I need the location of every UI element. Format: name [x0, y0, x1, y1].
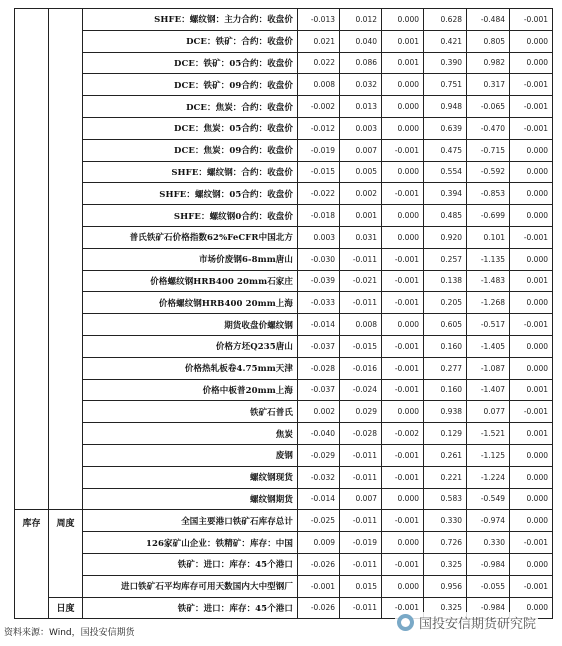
value-cell-6: -0.001 — [510, 226, 553, 248]
value-cell-4: 0.938 — [424, 401, 467, 423]
value-cell-1: 0.008 — [298, 74, 340, 96]
table-row — [15, 379, 553, 401]
value-cell-6: 0.000 — [510, 357, 553, 379]
value-cell-1: -0.014 — [298, 314, 340, 336]
table-row — [15, 183, 553, 205]
value-cell-2: 0.007 — [340, 139, 382, 161]
table-row — [15, 205, 553, 227]
value-cell-5: -0.853 — [467, 183, 510, 205]
value-cell-6: 0.000 — [510, 161, 553, 183]
value-cell-1: -0.033 — [298, 292, 340, 314]
table-row — [15, 139, 553, 161]
value-cell-5: -0.055 — [467, 575, 510, 597]
value-cell-2: -0.028 — [340, 423, 382, 445]
value-cell-6: 0.000 — [510, 553, 553, 575]
value-cell-5: -0.517 — [467, 314, 510, 336]
value-cell-1: -0.001 — [298, 575, 340, 597]
value-cell-3: 0.000 — [382, 575, 424, 597]
value-cell-1: -0.028 — [298, 357, 340, 379]
value-cell-1: 0.021 — [298, 30, 340, 52]
value-cell-6: 0.001 — [510, 423, 553, 445]
value-cell-5: -0.984 — [467, 553, 510, 575]
value-cell-3: -0.001 — [382, 597, 424, 619]
table-row — [15, 335, 553, 357]
value-cell-2: 0.005 — [340, 161, 382, 183]
value-cell-2: -0.015 — [340, 335, 382, 357]
value-cell-4: 0.257 — [424, 248, 467, 270]
table-row — [15, 553, 553, 575]
value-cell-1: -0.037 — [298, 379, 340, 401]
value-cell-2: 0.002 — [340, 183, 382, 205]
value-cell-4: 0.948 — [424, 96, 467, 118]
table-row — [15, 488, 553, 510]
value-cell-4: 0.475 — [424, 139, 467, 161]
value-cell-4: 0.325 — [424, 597, 467, 619]
row-label: SHFE：螺纹钢0合约：收盘价 — [83, 205, 298, 227]
value-cell-6: 0.000 — [510, 139, 553, 161]
source-note: 资料来源：Wind，国投安信期货 — [4, 628, 135, 638]
watermark-text: 国投安信期货研究院 — [419, 617, 537, 632]
value-cell-5: -1.087 — [467, 357, 510, 379]
value-cell-2: 0.001 — [340, 205, 382, 227]
value-cell-5: -1.405 — [467, 335, 510, 357]
table-row — [15, 466, 553, 488]
value-cell-2: 0.029 — [340, 401, 382, 423]
value-cell-5: -1.135 — [467, 248, 510, 270]
value-cell-5: -0.984 — [467, 597, 510, 619]
value-cell-6: -0.001 — [510, 9, 553, 31]
value-cell-2: 0.012 — [340, 9, 382, 31]
value-cell-2: 0.031 — [340, 226, 382, 248]
value-cell-6: -0.001 — [510, 117, 553, 139]
value-cell-4: 0.394 — [424, 183, 467, 205]
value-cell-6: 0.000 — [510, 52, 553, 74]
value-cell-6: 0.000 — [510, 466, 553, 488]
value-cell-3: -0.001 — [382, 139, 424, 161]
table-row — [15, 9, 553, 31]
value-cell-4: 0.956 — [424, 575, 467, 597]
value-cell-5: -0.592 — [467, 161, 510, 183]
frequency-cell-blank — [49, 9, 83, 510]
value-cell-4: 0.583 — [424, 488, 467, 510]
value-cell-1: -0.029 — [298, 444, 340, 466]
row-label: SHFE：螺纹钢：05合约：收盘价 — [83, 183, 298, 205]
row-label: 螺纹钢期货 — [83, 488, 298, 510]
row-label: 铁矿：进口：库存：45个港口 — [83, 553, 298, 575]
value-cell-6: 0.001 — [510, 379, 553, 401]
value-cell-3: -0.001 — [382, 553, 424, 575]
table-row — [15, 52, 553, 74]
table-row — [15, 248, 553, 270]
row-label: 126家矿山企业：铁精矿：库存：中国 — [83, 532, 298, 554]
value-cell-1: -0.012 — [298, 117, 340, 139]
table-row — [15, 532, 553, 554]
table-row — [15, 444, 553, 466]
value-cell-5: -0.974 — [467, 510, 510, 532]
category-cell: 库存 — [15, 510, 49, 619]
row-label: 全国主要港口铁矿石库存总计 — [83, 510, 298, 532]
value-cell-6: 0.000 — [510, 444, 553, 466]
row-label: DCE：铁矿：05合约：收盘价 — [83, 52, 298, 74]
value-cell-6: -0.001 — [510, 575, 553, 597]
value-cell-5: 0.330 — [467, 532, 510, 554]
row-label: 进口铁矿石平均库存可用天数国内大中型钢厂 — [83, 575, 298, 597]
value-cell-2: -0.011 — [340, 510, 382, 532]
value-cell-3: -0.001 — [382, 292, 424, 314]
table-row — [15, 292, 553, 314]
value-cell-3: 0.000 — [382, 117, 424, 139]
value-cell-3: -0.001 — [382, 357, 424, 379]
value-cell-5: -1.224 — [467, 466, 510, 488]
value-cell-6: -0.001 — [510, 532, 553, 554]
value-cell-2: -0.021 — [340, 270, 382, 292]
value-cell-4: 0.726 — [424, 532, 467, 554]
value-cell-6: -0.001 — [510, 96, 553, 118]
value-cell-2: -0.016 — [340, 357, 382, 379]
row-label: 价格螺纹钢HRB400 20mm上海 — [83, 292, 298, 314]
value-cell-3: -0.001 — [382, 248, 424, 270]
value-cell-4: 0.160 — [424, 335, 467, 357]
value-cell-5: 0.805 — [467, 30, 510, 52]
value-cell-3: 0.000 — [382, 401, 424, 423]
value-cell-5: 0.317 — [467, 74, 510, 96]
value-cell-2: -0.024 — [340, 379, 382, 401]
table-row — [15, 423, 553, 445]
value-cell-2: -0.011 — [340, 444, 382, 466]
value-cell-1: -0.030 — [298, 248, 340, 270]
row-label: 铁矿：进口：库存：45个港口 — [83, 597, 298, 619]
value-cell-5: -0.699 — [467, 205, 510, 227]
value-cell-3: 0.000 — [382, 96, 424, 118]
value-cell-1: -0.019 — [298, 139, 340, 161]
value-cell-2: 0.007 — [340, 488, 382, 510]
row-label: DCE：焦炭：09合约：收盘价 — [83, 139, 298, 161]
value-cell-3: -0.001 — [382, 183, 424, 205]
value-cell-4: 0.277 — [424, 357, 467, 379]
table-row — [15, 161, 553, 183]
table-row — [15, 401, 553, 423]
value-cell-5: -1.407 — [467, 379, 510, 401]
value-cell-3: 0.001 — [382, 30, 424, 52]
value-cell-4: 0.261 — [424, 444, 467, 466]
row-label: 市场价废钢6-8mm唐山 — [83, 248, 298, 270]
table-row — [15, 96, 553, 118]
value-cell-2: 0.086 — [340, 52, 382, 74]
value-cell-2: -0.011 — [340, 597, 382, 619]
value-cell-1: -0.040 — [298, 423, 340, 445]
value-cell-1: -0.025 — [298, 510, 340, 532]
value-cell-3: 0.000 — [382, 532, 424, 554]
value-cell-2: 0.013 — [340, 96, 382, 118]
value-cell-4: 0.485 — [424, 205, 467, 227]
value-cell-2: -0.011 — [340, 466, 382, 488]
table-row — [15, 117, 553, 139]
value-cell-5: -1.125 — [467, 444, 510, 466]
value-cell-3: -0.001 — [382, 335, 424, 357]
value-cell-5: -0.470 — [467, 117, 510, 139]
value-cell-4: 0.205 — [424, 292, 467, 314]
table-row — [15, 226, 553, 248]
value-cell-3: -0.002 — [382, 423, 424, 445]
value-cell-6: 0.000 — [510, 183, 553, 205]
value-cell-2: -0.011 — [340, 553, 382, 575]
value-cell-1: -0.018 — [298, 205, 340, 227]
row-label: 焦炭 — [83, 423, 298, 445]
row-label: 普氏铁矿石价格指数62%FeCFR中国北方 — [83, 226, 298, 248]
value-cell-4: 0.751 — [424, 74, 467, 96]
value-cell-5: -1.483 — [467, 270, 510, 292]
value-cell-2: -0.019 — [340, 532, 382, 554]
value-cell-4: 0.628 — [424, 9, 467, 31]
value-cell-4: 0.390 — [424, 52, 467, 74]
value-cell-4: 0.325 — [424, 553, 467, 575]
value-cell-2: 0.003 — [340, 117, 382, 139]
value-cell-5: 0.101 — [467, 226, 510, 248]
value-cell-3: -0.001 — [382, 379, 424, 401]
row-label: SHFE：螺纹钢：合约：收盘价 — [83, 161, 298, 183]
value-cell-3: 0.000 — [382, 314, 424, 336]
value-cell-4: 0.605 — [424, 314, 467, 336]
value-cell-6: 0.000 — [510, 30, 553, 52]
value-cell-2: 0.015 — [340, 575, 382, 597]
value-cell-6: 0.001 — [510, 270, 553, 292]
value-cell-1: -0.014 — [298, 488, 340, 510]
value-cell-6: -0.001 — [510, 314, 553, 336]
row-label: SHFE：螺纹钢：主力合约：收盘价 — [83, 9, 298, 31]
row-label: 价格中板普20mm上海 — [83, 379, 298, 401]
value-cell-3: -0.001 — [382, 466, 424, 488]
row-label: 螺纹钢现货 — [83, 466, 298, 488]
value-cell-6: -0.001 — [510, 401, 553, 423]
value-cell-6: 0.000 — [510, 292, 553, 314]
value-cell-1: 0.003 — [298, 226, 340, 248]
value-cell-3: 0.000 — [382, 226, 424, 248]
value-cell-4: 0.129 — [424, 423, 467, 445]
value-cell-1: -0.022 — [298, 183, 340, 205]
value-cell-1: -0.002 — [298, 96, 340, 118]
value-cell-6: 0.000 — [510, 205, 553, 227]
value-cell-1: -0.039 — [298, 270, 340, 292]
value-cell-1: -0.037 — [298, 335, 340, 357]
value-cell-5: 0.982 — [467, 52, 510, 74]
table-row — [15, 270, 553, 292]
value-cell-4: 0.554 — [424, 161, 467, 183]
row-label: 期货收盘价螺纹钢 — [83, 314, 298, 336]
value-cell-5: -0.065 — [467, 96, 510, 118]
row-label: DCE：焦炭：05合约：收盘价 — [83, 117, 298, 139]
value-cell-3: -0.001 — [382, 270, 424, 292]
value-cell-1: -0.013 — [298, 9, 340, 31]
value-cell-5: -1.521 — [467, 423, 510, 445]
value-cell-5: -1.268 — [467, 292, 510, 314]
value-cell-1: 0.002 — [298, 401, 340, 423]
category-cell-blank — [15, 9, 49, 510]
table-row — [15, 30, 553, 52]
value-cell-1: 0.022 — [298, 52, 340, 74]
value-cell-2: 0.040 — [340, 30, 382, 52]
row-label: DCE：焦炭：合约：收盘价 — [83, 96, 298, 118]
value-cell-2: 0.032 — [340, 74, 382, 96]
value-cell-5: 0.077 — [467, 401, 510, 423]
value-cell-4: 0.920 — [424, 226, 467, 248]
value-cell-4: 0.160 — [424, 379, 467, 401]
value-cell-1: -0.015 — [298, 161, 340, 183]
row-label: 价格热轧板卷4.75mm天津 — [83, 357, 298, 379]
value-cell-6: 0.000 — [510, 597, 553, 619]
value-cell-4: 0.221 — [424, 466, 467, 488]
row-label: DCE：铁矿：合约：收盘价 — [83, 30, 298, 52]
value-cell-3: -0.001 — [382, 510, 424, 532]
wechat-logo-icon — [397, 614, 414, 631]
frequency-cell-weekly: 周度 — [49, 510, 83, 597]
value-cell-6: 0.000 — [510, 335, 553, 357]
data-table — [14, 8, 553, 619]
value-cell-3: 0.000 — [382, 488, 424, 510]
value-cell-1: -0.026 — [298, 597, 340, 619]
value-cell-3: 0.000 — [382, 161, 424, 183]
value-cell-2: -0.011 — [340, 248, 382, 270]
row-label: DCE：铁矿：09合约：收盘价 — [83, 74, 298, 96]
row-label: 价格方坯Q235唐山 — [83, 335, 298, 357]
frequency-cell-daily: 日度 — [49, 597, 83, 619]
value-cell-1: -0.026 — [298, 553, 340, 575]
value-cell-4: 0.639 — [424, 117, 467, 139]
value-cell-2: -0.011 — [340, 292, 382, 314]
watermark — [395, 612, 538, 633]
value-cell-4: 0.421 — [424, 30, 467, 52]
row-label: 废钢 — [83, 444, 298, 466]
table-row — [15, 74, 553, 96]
value-cell-5: -0.715 — [467, 139, 510, 161]
value-cell-3: 0.000 — [382, 9, 424, 31]
value-cell-4: 0.330 — [424, 510, 467, 532]
value-cell-3: 0.000 — [382, 74, 424, 96]
value-cell-5: -0.549 — [467, 488, 510, 510]
value-cell-6: -0.001 — [510, 74, 553, 96]
row-label: 价格螺纹钢HRB400 20mm石家庄 — [83, 270, 298, 292]
value-cell-4: 0.138 — [424, 270, 467, 292]
table-row — [15, 510, 553, 532]
value-cell-2: 0.008 — [340, 314, 382, 336]
table-row — [15, 314, 553, 336]
value-cell-6: 0.000 — [510, 510, 553, 532]
value-cell-1: -0.032 — [298, 466, 340, 488]
value-cell-3: 0.001 — [382, 52, 424, 74]
value-cell-5: -0.484 — [467, 9, 510, 31]
row-label: 铁矿石普氏 — [83, 401, 298, 423]
value-cell-6: 0.000 — [510, 488, 553, 510]
value-cell-1: 0.009 — [298, 532, 340, 554]
table-row — [15, 575, 553, 597]
value-cell-6: 0.000 — [510, 248, 553, 270]
table-row — [15, 357, 553, 379]
value-cell-3: 0.000 — [382, 205, 424, 227]
value-cell-3: -0.001 — [382, 444, 424, 466]
